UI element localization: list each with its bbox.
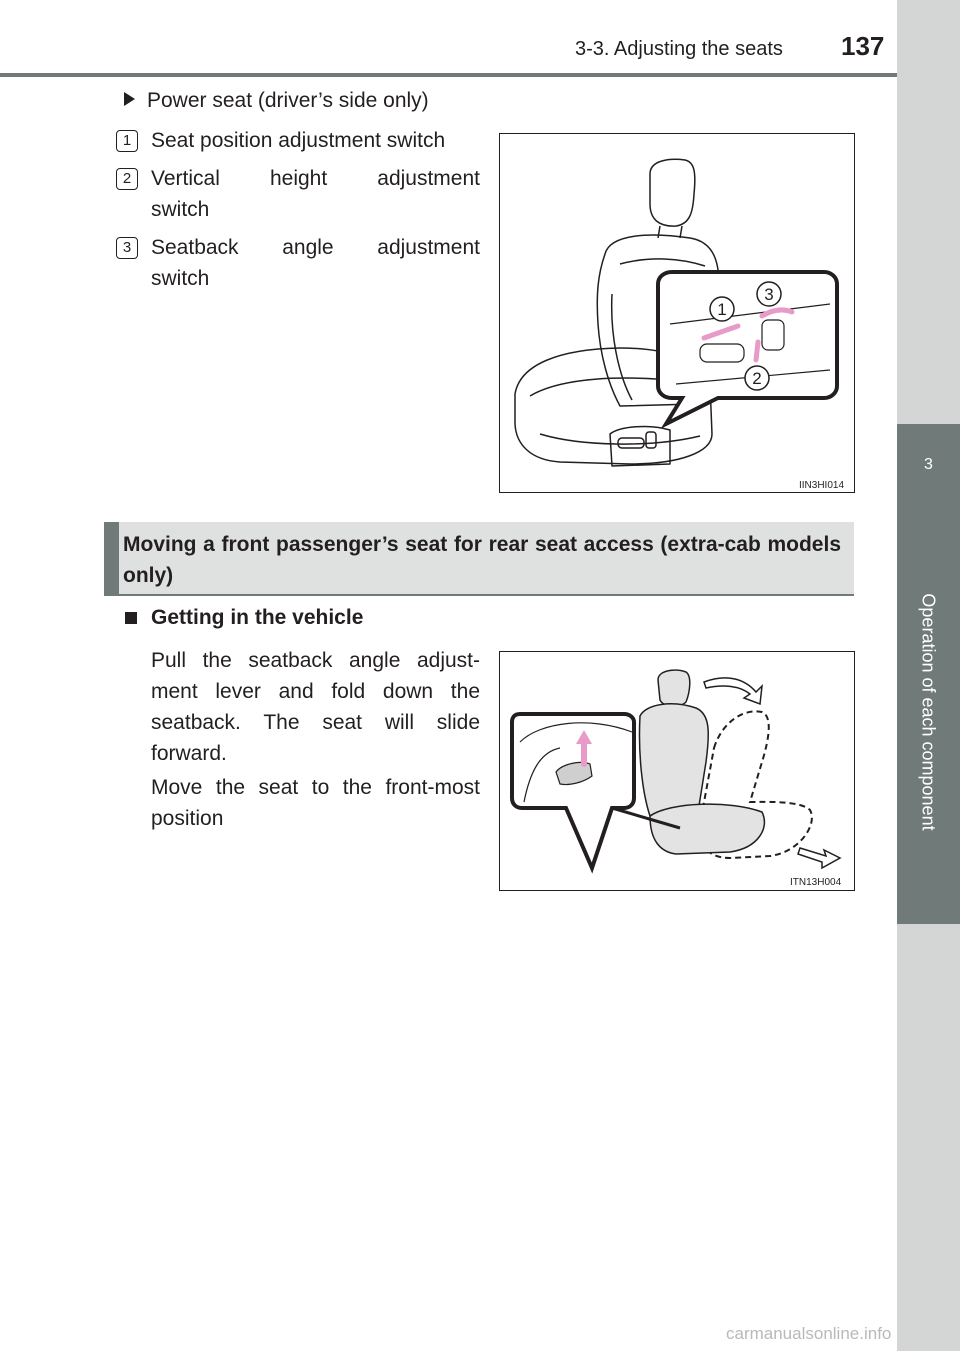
power-seat-illustration [500,134,854,492]
item-text-line: Vertical height adjustment [151,167,480,190]
power-seat-heading [124,89,429,113]
banner-accent-bar [104,522,119,596]
chapter-title: Operation of each component [918,593,939,831]
header-rule [0,73,960,77]
section-banner [104,522,854,596]
getting-in-paragraph: Pull the seatback angle adjust-ment lever and fold down the seatback. The seat will slide forward. [151,649,480,765]
banner-title: Moving a front passenger’s seat for rear seat access (extra-cab models only) [123,533,841,587]
callout-number: 3 [764,285,774,304]
item-text-line: switch [151,198,210,221]
height-arrow [756,342,758,360]
item-number-badge: 3 [116,237,138,259]
item-text-line: switch [151,267,210,290]
side-tab-bottom [897,924,960,1351]
item-text [151,232,480,294]
item-text [151,163,480,225]
page-number: 137 [841,31,885,61]
callout-number: 1 [717,300,727,319]
item-number-badge: 1 [116,130,138,152]
power-seat-figure [499,133,855,493]
getting-in-paragraph: Move the seat to the front-most position [151,776,480,830]
callout-number: 2 [752,369,762,388]
getting-in-heading [125,606,363,630]
power-seat-heading-text: Power seat (driver’s side only) [147,89,429,112]
side-tab-top [897,0,960,424]
figure-code: IIN3HI014 [799,480,845,491]
item-text-line: Seatback angle adjustment [151,236,480,259]
chapter-number: 3 [924,456,933,473]
getting-in-heading-text: Getting in the vehicle [151,606,364,629]
fold-seat-figure [499,651,855,891]
fold-seat-illustration [500,652,854,890]
square-bullet-icon [125,612,137,624]
figure-code: ITN13H004 [790,877,842,888]
item-text [151,125,480,156]
triangle-bullet-icon [124,92,135,106]
item-number-badge: 2 [116,168,138,190]
item-text-line: Seat position adjustment switch [151,129,446,152]
section-title: 3-3. Adjusting the seats [575,38,783,60]
watermark: carmanualsonline.info [726,1324,892,1343]
